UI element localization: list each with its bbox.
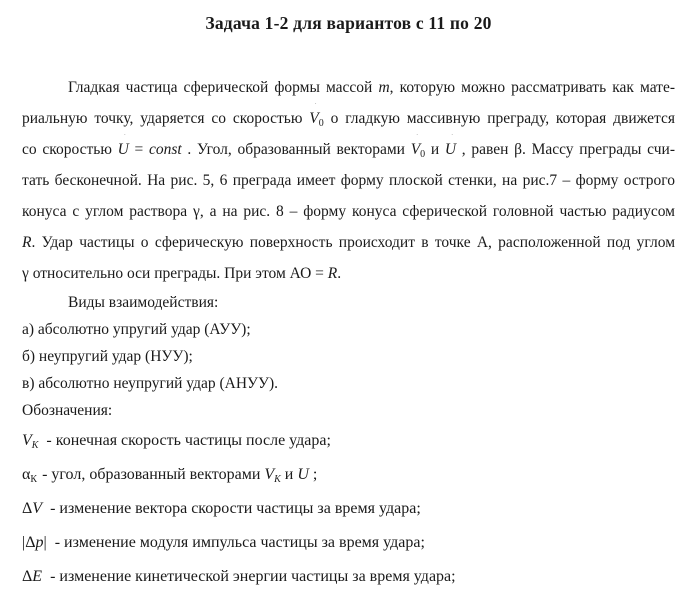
text-run: и	[280, 466, 298, 483]
vector-u: U →	[445, 134, 456, 165]
symbol-delta: Δ	[22, 568, 33, 585]
paragraph-line-6	[22, 227, 675, 258]
symbol-alpha: α	[22, 466, 31, 483]
vector-letter-v: V →	[32, 492, 42, 526]
text-run: γ относительно оси преграды. При этом АО =	[22, 265, 328, 282]
vector-vk	[22, 432, 38, 449]
paragraph-line-3	[22, 134, 675, 165]
paragraph-line-5	[22, 196, 675, 227]
symbol-r: R	[22, 234, 32, 251]
text-run: . Удар частицы о сферическую поверхность происходит в точке А, расположенной под углом	[31, 234, 675, 251]
text-run: . Угол, образованный векторами	[181, 141, 411, 158]
vector-vk	[264, 466, 280, 483]
subscript-k: К	[30, 474, 38, 485]
text-run: - изменение модуля импульса частицы за время удара;	[54, 534, 425, 551]
text-run: - изменение вектора скорости частицы за время удара;	[50, 500, 421, 517]
subscript-k: К	[31, 440, 39, 451]
symbol-delta-e	[22, 568, 42, 585]
notation-heading: Обозначения:	[22, 402, 113, 419]
text-run: со скоростью	[22, 141, 118, 158]
text-run: Гладкая частица сферической формы массой	[68, 79, 379, 96]
definition-delta-v	[22, 492, 675, 526]
document-title: Задача 1-2 для вариантов с 11 по 20	[205, 13, 492, 33]
text-run: - конечная скорость частицы после удара;	[46, 432, 331, 449]
paragraph-line-2	[22, 103, 675, 134]
definition-delta-e	[22, 560, 675, 593]
list-item-b: б) неупругий удар (НУУ);	[22, 348, 193, 365]
text-run: - изменение кинетической энергии частицы за время удара;	[50, 568, 456, 585]
symbol-m: m	[378, 79, 390, 96]
text-run: =	[128, 141, 149, 158]
subscript-k: К	[274, 474, 281, 485]
definition-delta-p	[22, 526, 675, 560]
vector-u: U →	[297, 458, 309, 492]
vector-letter-v: V →	[309, 103, 318, 134]
problem-paragraph	[22, 72, 675, 289]
interaction-types-section	[22, 289, 675, 424]
text-run: ;	[308, 466, 318, 483]
vector-letter-v: V →	[22, 424, 32, 458]
symbol-alpha-k	[22, 466, 37, 483]
text-run: риальную точку, ударяется со скоростью	[22, 110, 310, 127]
text-run: , равен β. Массу преграды счи-	[456, 141, 675, 158]
interaction-heading: Виды взаимодействия:	[68, 294, 219, 311]
definition-alpha-k	[22, 458, 675, 492]
text-run: - угол, образованный векторами	[42, 466, 265, 483]
list-item-a: а) абсолютно упругий удар (АУУ);	[22, 321, 251, 338]
symbol-delta-v	[22, 500, 42, 517]
subscript-0: 0	[318, 118, 324, 129]
symbol-delta: Δ	[22, 500, 33, 517]
text-run: о гладкую массивную преграду, которая движется	[323, 110, 675, 127]
symbol-delta: Δ	[25, 534, 36, 551]
paragraph-line-4	[22, 165, 675, 196]
modulus-bar: |	[43, 534, 47, 551]
text-run: конуса с углом раствора γ, а на рис. 8 – форму конуса сферической головной частью радиусом	[22, 203, 675, 220]
modulus-bar: |	[22, 534, 26, 551]
text-run: и	[425, 141, 445, 158]
symbol-e: E	[32, 568, 43, 585]
paragraph-line-7	[22, 258, 675, 289]
vector-v0	[309, 110, 323, 127]
subscript-0: 0	[420, 149, 426, 160]
paragraph-line-1	[22, 72, 675, 103]
list-item-c: в) абсолютно неупругий удар (АНУУ).	[22, 375, 278, 392]
vector-letter-p: p →	[36, 526, 44, 560]
symbol-delta-p-modulus	[22, 534, 47, 551]
symbol-const: const	[148, 141, 182, 158]
definitions-section	[22, 424, 675, 593]
text-run: , которую можно рассматривать как мате-	[389, 79, 675, 96]
text-run: тать бесконечной. На рис. 5, 6 преграда имеет форму плоской стенки, на рис.7 – форму острого	[22, 172, 675, 189]
symbol-r: R	[327, 265, 338, 282]
vector-letter-v: V →	[264, 458, 274, 492]
vector-v0	[411, 141, 425, 158]
text-run: .	[337, 265, 342, 282]
vector-letter-v: V →	[411, 134, 420, 165]
vector-u: U →	[118, 134, 129, 165]
definition-vk	[22, 424, 675, 458]
